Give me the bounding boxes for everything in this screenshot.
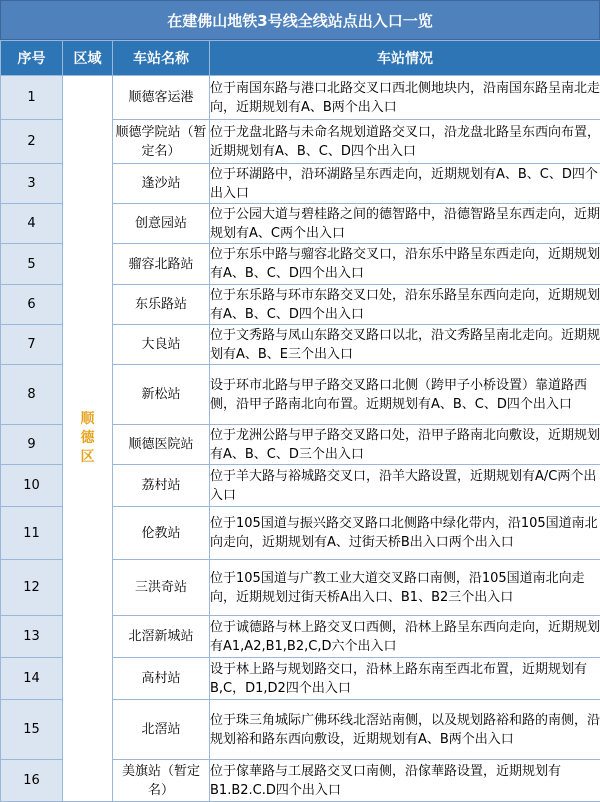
row-num: 9 (1, 425, 63, 465)
station-name: 顺德学院站（暂定名） (113, 120, 210, 164)
station-desc: 位于南国东路与港口北路交叉口西北侧地块内，沿南国东路呈南北走向，近期规划有A、B两个出入口 (210, 76, 600, 120)
row-num: 16 (1, 760, 63, 802)
station-desc: 位于珠三角城际广佛环线北滘站南侧，以及规划路裕和路的南侧，沿规划裕和路东西向敷设，近期规划有A、B两个出入口 (210, 700, 600, 760)
row-num: 13 (1, 616, 63, 658)
station-name: 荔村站 (113, 465, 210, 507)
station-desc: 位于文秀路与凤山东路交叉路口以北，沿文秀路呈南北走向。近期规划有A、B、E三个出入口 (210, 325, 600, 365)
row-num: 10 (1, 465, 63, 507)
header-area: 区域 (63, 41, 113, 76)
station-name: 骝容北路站 (113, 244, 210, 285)
table-row (1, 76, 600, 120)
station-desc: 位于东乐路与环市东路交叉口处，沿东乐路呈东西向走向，近期规划有A、B、C、D四个出入口 (210, 285, 600, 325)
row-num: 7 (1, 325, 63, 365)
station-name: 伦教站 (113, 507, 210, 560)
station-name: 北滘新城站 (113, 616, 210, 658)
row-num: 3 (1, 164, 63, 204)
row-num: 4 (1, 204, 63, 244)
station-name: 顺德客运港 (113, 76, 210, 120)
row-num: 11 (1, 507, 63, 560)
row-num: 12 (1, 560, 63, 616)
station-name: 顺德医院站 (113, 425, 210, 465)
row-num: 5 (1, 244, 63, 285)
header-desc: 车站情况 (210, 41, 600, 76)
area-cell (63, 76, 113, 802)
station-desc: 位于环湖路中，沿环湖路呈东西走向，近期规划有A、B、C、D四个出入口 (210, 164, 600, 204)
station-desc: 位于傢華路与工展路交叉口南侧，沿傢華路设置，近期规划有B1.B2.C.D四个出入口 (210, 760, 600, 802)
station-name: 新松站 (113, 365, 210, 425)
station-desc: 设于林上路与规划路交口，沿林上路东南至西北布置，近期规划有B,C，D1,D2四个出入口 (210, 658, 600, 700)
page-title: 在建佛山地铁3号线全线站点出入口一览 (0, 0, 600, 40)
header-num: 序号 (1, 41, 63, 76)
station-name: 逢沙站 (113, 164, 210, 204)
station-desc: 位于诚德路与林上路交叉口西侧，沿林上路呈东西向走向，近期规划有A1,A2,B1,B2,C,D六个出入口 (210, 616, 600, 658)
station-name: 三洪奇站 (113, 560, 210, 616)
station-name: 创意园站 (113, 204, 210, 244)
row-num: 8 (1, 365, 63, 425)
station-name: 北滘站 (113, 700, 210, 760)
station-desc: 位于公园大道与碧桂路之间的德智路中，沿德智路呈东西走向，近期规划有A、C两个出入口 (210, 204, 600, 244)
area-label: 顺德区 (80, 411, 95, 465)
station-desc: 位于龙洲公路与甲子路交叉路口处，沿甲子路南北向敷设，近期规划有A、B、C、D三个出入口 (210, 425, 600, 465)
station-name: 美旗站（暂定名） (113, 760, 210, 802)
station-desc: 位于105国道与振兴路交叉路口北侧路中绿化带内，沿105国道南北向走向，近期规划有A、过街天桥B出入口两个出入口 (210, 507, 600, 560)
row-num: 6 (1, 285, 63, 325)
station-desc: 设于环市北路与甲子路交叉路口北侧（跨甲子小桥设置）靠道路西侧，沿甲子路南北向布置。近期规划有A、B、C、D四个出入口 (210, 365, 600, 425)
header-station: 车站名称 (113, 41, 210, 76)
row-num: 2 (1, 120, 63, 164)
row-num: 14 (1, 658, 63, 700)
station-name: 大良站 (113, 325, 210, 365)
station-desc: 位于羊大路与裕城路交叉口，沿羊大路设置，近期规划有A/C两个出入口 (210, 465, 600, 507)
station-name: 东乐路站 (113, 285, 210, 325)
station-desc: 位于105国道与广教工业大道交叉路口南侧，沿105国道南北向走向，近期规划过街天桥A出入口、B1、B2三个出入口 (210, 560, 600, 616)
station-desc: 位于东乐中路与骝容北路交叉口，沿东乐中路呈东西走向，近期规划有A、B、C、D四个出入口 (210, 244, 600, 285)
station-name: 高村站 (113, 658, 210, 700)
row-num: 1 (1, 76, 63, 120)
row-num: 15 (1, 700, 63, 760)
station-table (0, 40, 600, 802)
header-row (1, 41, 600, 76)
station-desc: 位于龙盘北路与未命名规划道路交叉口，沿龙盘北路呈东西向布置，近期规划有A、B、C、D四个出入口 (210, 120, 600, 164)
